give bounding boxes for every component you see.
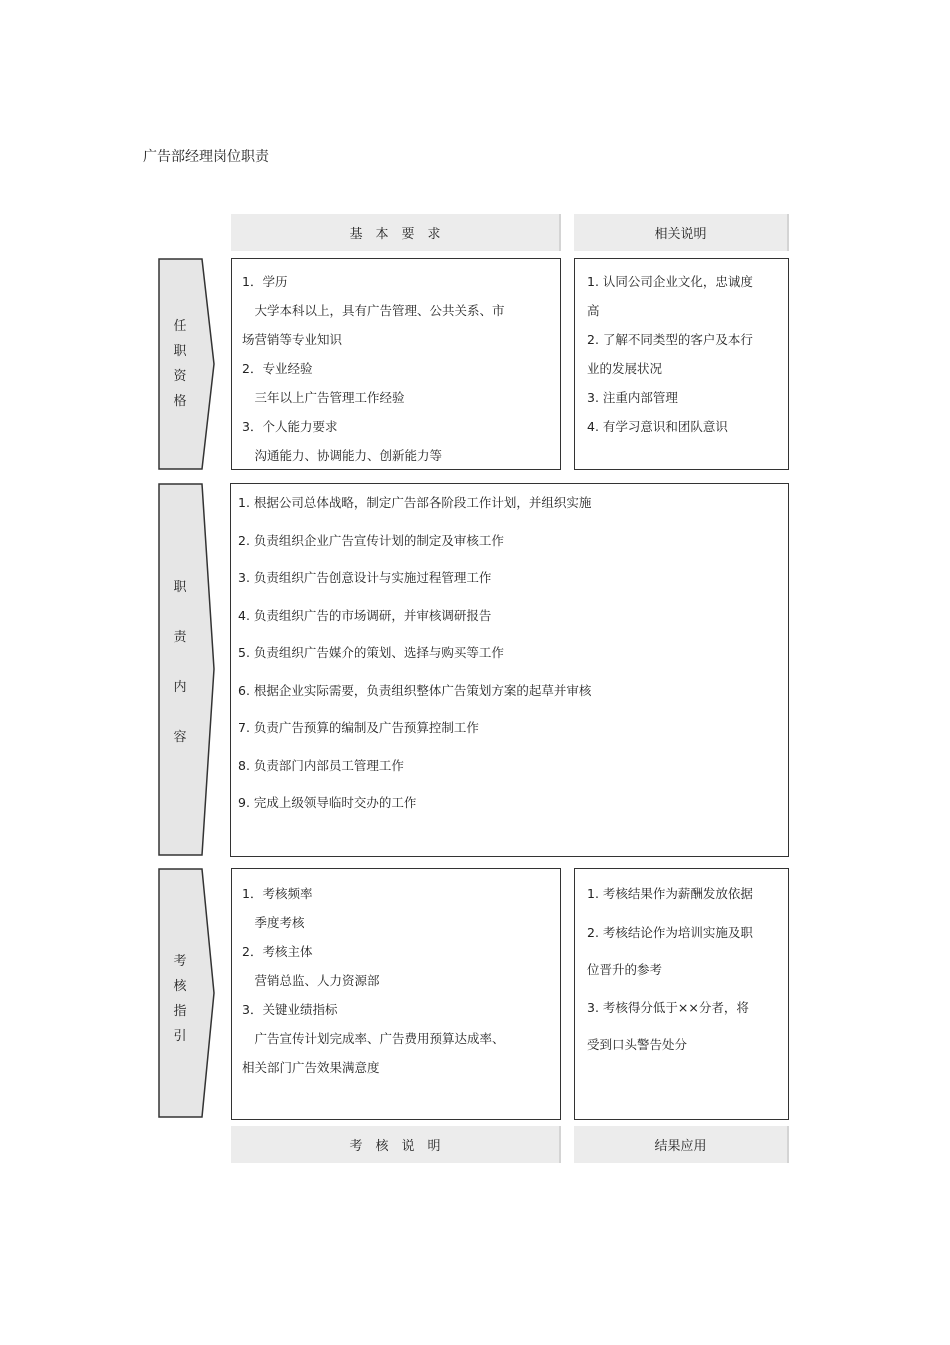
list-item: 营销总监、人力资源部 bbox=[242, 973, 380, 988]
list-item: 2．专业经验 bbox=[242, 361, 313, 376]
list-item: 1．学历 bbox=[242, 274, 288, 289]
header-related-notes: 相关说明 bbox=[574, 214, 789, 251]
list-item: 大学本科以上，具有广告管理、公共关系、市 bbox=[242, 303, 505, 318]
list-item: 2．考核主体 bbox=[242, 944, 313, 959]
result-application-box bbox=[574, 868, 789, 1120]
list-item: 3．关键业绩指标 bbox=[242, 1002, 338, 1017]
section-label-assessment bbox=[158, 868, 216, 1118]
list-item: 相关部门广告效果满意度 bbox=[242, 1060, 380, 1075]
assessment-notes-box bbox=[231, 868, 561, 1120]
list-item: 场营销等专业知识 bbox=[242, 332, 343, 347]
list-item: 3. 负责组织广告创意设计与实施过程管理工作 bbox=[238, 570, 492, 585]
list-item: 6. 根据企业实际需要，负责组织整体广告策划方案的起草并审核 bbox=[238, 683, 592, 698]
list-item: 1．考核频率 bbox=[242, 886, 313, 901]
list-item: 4. 负责组织广告的市场调研，并审核调研报告 bbox=[238, 608, 492, 623]
header-result-application: 结果应用 bbox=[574, 1126, 789, 1163]
list-item: 广告宣传计划完成率、广告费用预算达成率、 bbox=[242, 1031, 505, 1046]
list-item: 3．个人能力要求 bbox=[242, 419, 338, 434]
list-item: 受到口头警告处分 bbox=[587, 1037, 688, 1052]
section-label-duties bbox=[158, 483, 216, 856]
list-item: 位晋升的参考 bbox=[587, 962, 663, 977]
list-item: 高 bbox=[587, 303, 600, 318]
header-assessment-notes: 考 核 说 明 bbox=[231, 1126, 561, 1163]
list-item: 7. 负责广告预算的编制及广告预算控制工作 bbox=[238, 720, 479, 735]
list-item: 2. 负责组织企业广告宣传计划的制定及审核工作 bbox=[238, 533, 504, 548]
list-item: 9. 完成上级领导临时交办的工作 bbox=[238, 795, 417, 810]
list-item: 业的发展状况 bbox=[587, 361, 663, 376]
list-item: 1. 根据公司总体战略，制定广告部各阶段工作计划，并组织实施 bbox=[238, 495, 592, 510]
section-label-qualification bbox=[158, 258, 216, 470]
list-item: 3. 考核得分低于××分者，将 bbox=[587, 1000, 749, 1015]
list-item: 5. 负责组织广告媒介的策划、选择与购买等工作 bbox=[238, 645, 504, 660]
section-label-text: 考 核 指 引 bbox=[173, 954, 187, 1044]
list-item: 3. 注重内部管理 bbox=[587, 390, 678, 405]
section-label-text: 职 责 内 容 bbox=[173, 580, 187, 745]
page-title: 广告部经理岗位职责 bbox=[143, 149, 269, 165]
list-item: 2. 了解不同类型的客户及本行 bbox=[587, 332, 753, 347]
list-item: 季度考核 bbox=[242, 915, 305, 930]
list-item: 沟通能力、协调能力、创新能力等 bbox=[242, 448, 443, 463]
list-item: 4. 有学习意识和团队意识 bbox=[587, 419, 728, 434]
section-label-text: 任 职 资 格 bbox=[173, 319, 187, 409]
qualification-requirements-box bbox=[231, 258, 561, 470]
list-item: 三年以上广告管理工作经验 bbox=[242, 390, 405, 405]
list-item: 1. 认同公司企业文化，忠诚度 bbox=[587, 274, 753, 289]
list-item: 1. 考核结果作为薪酬发放依据 bbox=[587, 886, 753, 901]
duties-content-box bbox=[230, 483, 789, 857]
header-basic-requirements: 基 本 要 求 bbox=[231, 214, 561, 251]
qualification-notes-box bbox=[574, 258, 789, 470]
list-item: 8. 负责部门内部员工管理工作 bbox=[238, 758, 404, 773]
list-item: 2. 考核结论作为培训实施及职 bbox=[587, 925, 753, 940]
